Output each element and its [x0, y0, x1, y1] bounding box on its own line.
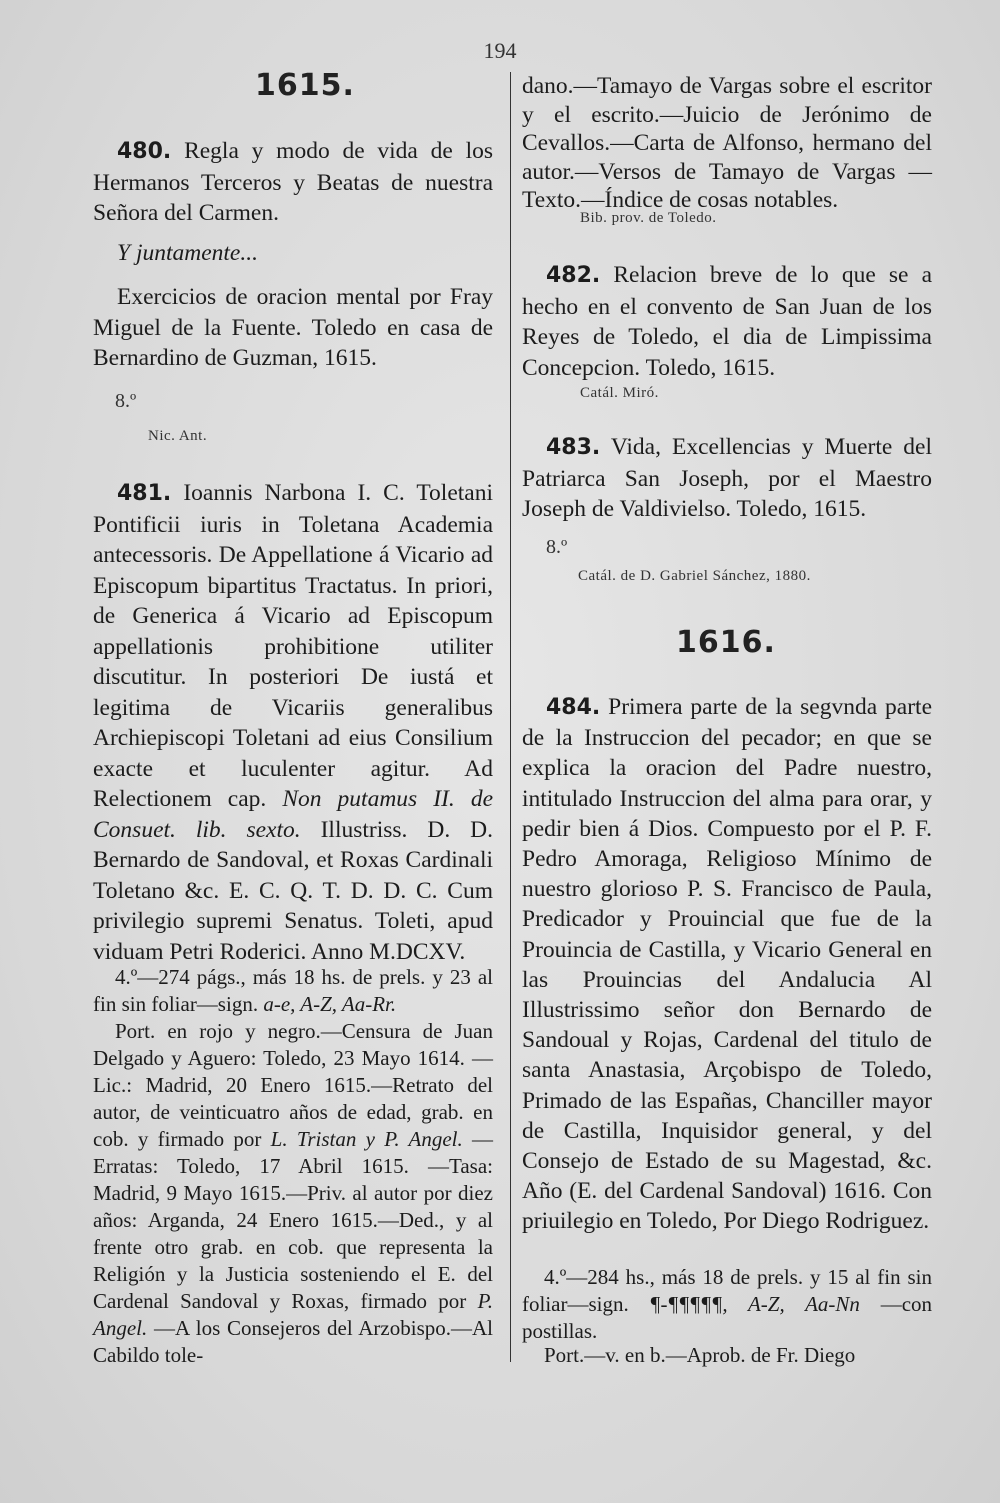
- entry-text: Regla y modo de vida de los Hermanos Terceros y Beatas de nuestra Señora del Carmen.: [93, 138, 494, 226]
- entry-text: Ioannis Narbona I. C. Toletani Pontificii iuris in Toletana Academia antecessoris. De Appellatione á Vicario ad Episcopum bipartitus Tractatus. In priori, de Generica á Vicario ad Episcopum appellationis prohibitione utiliter discutitur. In posteriori De iustá et legitima de Vicariis generalibus Archiepiscopi Toletani ad eius Consilium exacte et luculenter agitur. Ad Relectionem cap.: [93, 480, 494, 812]
- year-heading-1616: 1616.: [676, 625, 776, 660]
- entry-text: Vida, Excellencias y Muerte del Patriarca San Joseph, por el Maestro Joseph de Valdivielso. Toledo, 1615.: [522, 434, 932, 522]
- entry-480-format: 8.º: [115, 390, 137, 412]
- entry-number: 482.: [546, 263, 601, 288]
- column-divider: [510, 72, 511, 1362]
- entry-number: 481.: [117, 481, 172, 506]
- entry-481: [93, 478, 493, 967]
- entry-480-text2: Exercicios de oracion mental por Fray Miguel de la Fuente. Toledo en casa de Bernardino de Guzman, 1615.: [93, 284, 493, 371]
- entry-484-notes: Port.—v. en b.—Aprob. de Fr. Diego: [544, 1343, 856, 1367]
- entry-483-source: Catál. de D. Gabriel Sánchez, 1880.: [578, 568, 811, 584]
- entry-number: 484.: [546, 695, 601, 720]
- entry-480: [93, 136, 493, 229]
- entry-483: [522, 432, 932, 525]
- entry-483-format: 8.º: [546, 536, 568, 558]
- page-number: 194: [483, 38, 517, 63]
- entry-484-collation: 4.º—284 hs., más 18 de prels. y 15 al fin sin foliar—sign. ¶-¶¶¶¶¶, A-Z, Aa-Nn —con postillas.: [522, 1265, 933, 1343]
- year-heading-1615: 1615.: [255, 68, 355, 103]
- entry-text-cont: Illustriss. D. D. Bernardo de Sandoval, et Roxas Cardinali Toletano &c. E. C. Q. T. D. D. C. Cum privilegio supremi Senatus. Toleti, apud viduam Petri Roderici. Anno M.DCXV.: [93, 816, 494, 965]
- entry-number: 480.: [117, 139, 172, 164]
- entry-text-italic: Non putamus II. de Consuet. lib. sexto.: [93, 786, 494, 843]
- entry-480-source: Nic. Ant.: [148, 428, 208, 444]
- continuation-text: dano.—Tamayo de Vargas sobre el escritor y el escrito.—Juicio de Jerónimo de Cevallos.—Carta de Alfonso, hermano del autor.—Versos de Tamayo de Vargas —Texto.—Índice de cosas notables.: [522, 73, 932, 213]
- entry-482-source: Catál. Miró.: [580, 385, 659, 401]
- entry-481-collation: 4.º—274 págs., más 18 hs. de prels. y 23 al fin sin foliar—sign. a-e, A-Z, Aa-Rr.: [93, 965, 493, 1016]
- continuation-source: Bib. prov. de Toledo.: [580, 210, 717, 226]
- entry-484: [522, 692, 932, 1237]
- entry-482: [522, 260, 932, 383]
- entry-number: 483.: [546, 435, 601, 460]
- entry-480-juntamente: Y juntamente...: [117, 240, 258, 266]
- entry-481-notes: Port. en rojo y negro.—Censura de Juan Delgado y Aguero: Toledo, 23 Mayo 1614. —Lic.: Madrid, 20 Enero 1615.—Retrato del autor, de veinticuatro años de edad, grab. en cob. y firmado por L. Tristan y P. Angel. —Erratas: Toledo, 17 Abril 1615. —Tasa: Madrid, 9 Mayo 1615.—Priv. al autor por diez años: Arganda, 24 Enero 1615.—Ded., y al frente otro grab. en cob. que representa la Religión y la Justicia sosteniendo el E. del Cardenal Sandoval y Roxas, firmado por P. Angel. —A los Consejeros del Arzobispo.—Al Cabildo tole-: [93, 1019, 494, 1367]
- entry-text: Relacion breve de lo que se a hecho en el convento de San Juan de los Reyes de Toledo, el dia de Limpissima Concepcion. Toledo, 1615.: [522, 262, 933, 381]
- entry-text: Primera parte de la segvnda parte de la Instruccion del pecador; en que se explica la oracion del Padre nuestro, intitulado Instruccion del alma para orar, y pedir bien á Dios. Compuesto por el P. F. Pedro Amoraga, Religioso Mínimo de nuestro glorioso P. S. Francisco de Paula, Predicador y Prouincial que fue de la Prouincia de Castilla, y Vicario General en las Prouincias del Andalucia Al Illustrissimo señor don Bernardo de Sandoual y Rojas, Cardenal del titulo de santa Anastasia, Arçobispo de Toledo, Primado de las Españas, Chanciller mayor de Castilla, Inquisidor general, y del Consejo de Estado de su Magestad, &c. Año (E. del Cardenal Sandoval) 1616. Con priuilegio en Toledo, Por Diego Rodriguez.: [522, 694, 932, 1235]
